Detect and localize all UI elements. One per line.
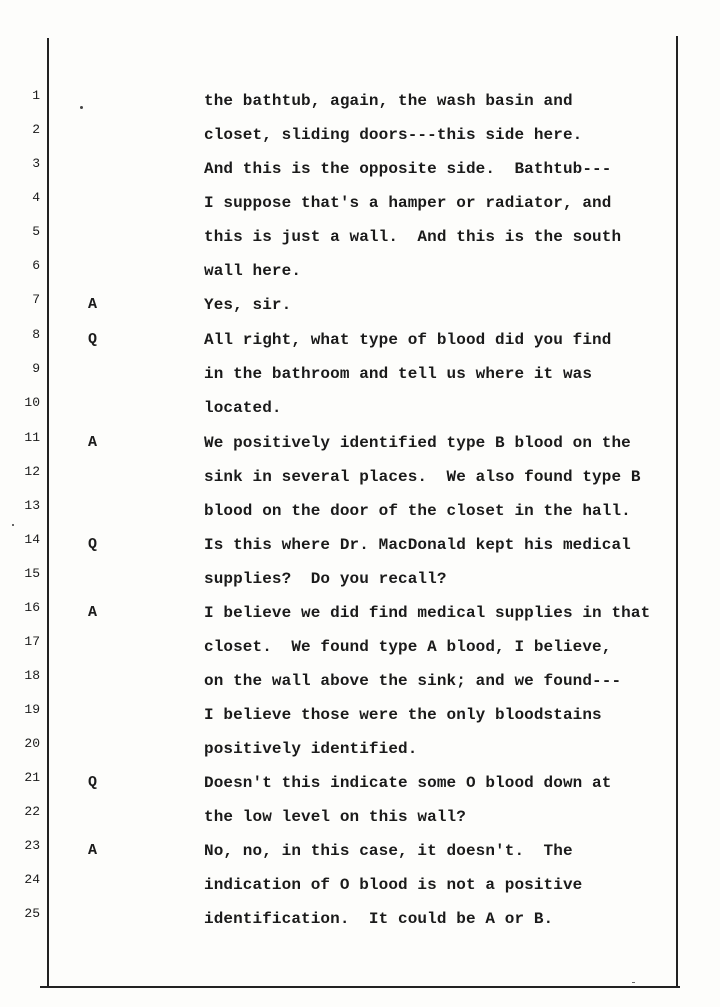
line-text: All right, what type of blood did you find xyxy=(204,331,612,349)
line-number: 1 xyxy=(32,88,40,103)
transcript-line xyxy=(0,464,720,498)
transcript-line xyxy=(0,906,720,940)
bottom-rule xyxy=(40,986,680,988)
line-text: I believe we did find medical supplies in that xyxy=(204,604,651,622)
transcript-line xyxy=(0,634,720,668)
line-number: 25 xyxy=(24,906,40,921)
line-text: Is this where Dr. MacDonald kept his medical xyxy=(204,536,631,554)
line-text: No, no, in this case, it doesn't. The xyxy=(204,842,573,860)
speaker-label: Q xyxy=(88,774,98,791)
line-number: 4 xyxy=(32,190,40,205)
line-number: 13 xyxy=(24,498,40,513)
line-number: 7 xyxy=(32,292,40,307)
transcript-line xyxy=(0,804,720,838)
line-text: blood on the door of the closet in the hall. xyxy=(204,502,631,520)
transcript-line xyxy=(0,190,720,224)
transcript-line xyxy=(0,668,720,702)
stray-mark xyxy=(632,982,635,983)
line-number: 6 xyxy=(32,258,40,273)
transcript-line xyxy=(0,600,720,634)
line-number: 22 xyxy=(24,804,40,819)
transcript-line xyxy=(0,156,720,190)
transcript-line xyxy=(0,838,720,872)
line-number: 16 xyxy=(24,600,40,615)
line-number: 19 xyxy=(24,702,40,717)
line-number: 24 xyxy=(24,872,40,887)
transcript-line xyxy=(0,532,720,566)
transcript-line xyxy=(0,430,720,464)
line-number: 23 xyxy=(24,838,40,853)
line-text: I suppose that's a hamper or radiator, and xyxy=(204,194,612,212)
line-number: 8 xyxy=(32,327,40,342)
line-text: And this is the opposite side. Bathtub--- xyxy=(204,160,612,178)
line-text: indication of O blood is not a positive xyxy=(204,876,583,894)
line-number: 12 xyxy=(24,464,40,479)
transcript-line xyxy=(0,258,720,292)
transcript-line xyxy=(0,566,720,600)
line-text: in the bathroom and tell us where it was xyxy=(204,365,593,383)
transcript-line xyxy=(0,361,720,395)
line-text: closet. We found type A blood, I believe, xyxy=(204,638,612,656)
line-number: 14 xyxy=(24,532,40,547)
line-text: on the wall above the sink; and we found--- xyxy=(204,672,622,690)
transcript-line xyxy=(0,88,720,122)
line-text: We positively identified type B blood on the xyxy=(204,434,631,452)
line-text: supplies? Do you recall? xyxy=(204,570,447,588)
transcript-line xyxy=(0,498,720,532)
line-text: identification. It could be A or B. xyxy=(204,910,554,928)
line-text: Doesn't this indicate some O blood down at xyxy=(204,774,612,792)
line-text: positively identified. xyxy=(204,740,418,758)
transcript-line xyxy=(0,770,720,804)
line-text: wall here. xyxy=(204,262,302,280)
line-text: I believe those were the only bloodstains xyxy=(204,706,602,724)
line-number: 17 xyxy=(24,634,40,649)
line-number: 18 xyxy=(24,668,40,683)
line-text: this is just a wall. And this is the south xyxy=(204,228,622,246)
line-text: Yes, sir. xyxy=(204,296,292,314)
speaker-label: Q xyxy=(88,536,98,553)
speaker-label: A xyxy=(88,296,98,313)
transcript-line xyxy=(0,872,720,906)
line-number: 3 xyxy=(32,156,40,171)
speaker-label: A xyxy=(88,434,98,451)
transcript-line xyxy=(0,224,720,258)
line-number: 21 xyxy=(24,770,40,785)
line-number: 15 xyxy=(24,566,40,581)
line-number: 9 xyxy=(32,361,40,376)
line-number: 11 xyxy=(24,430,40,445)
speaker-label: A xyxy=(88,842,98,859)
transcript-line xyxy=(0,702,720,736)
transcript-line xyxy=(0,122,720,156)
line-text: the bathtub, again, the wash basin and xyxy=(204,92,573,110)
line-number: 5 xyxy=(32,224,40,239)
line-text: located. xyxy=(204,399,282,417)
line-number: 2 xyxy=(32,122,40,137)
line-number: 20 xyxy=(24,736,40,751)
transcript-line xyxy=(0,395,720,429)
transcript-line xyxy=(0,736,720,770)
line-text: closet, sliding doors---this side here. xyxy=(204,126,583,144)
line-text: sink in several places. We also found type B xyxy=(204,468,641,486)
speaker-label: A xyxy=(88,604,98,621)
line-number: 10 xyxy=(24,395,40,410)
speaker-label: Q xyxy=(88,331,98,348)
line-text: the low level on this wall? xyxy=(204,808,466,826)
transcript-line xyxy=(0,327,720,361)
transcript-line xyxy=(0,292,720,326)
